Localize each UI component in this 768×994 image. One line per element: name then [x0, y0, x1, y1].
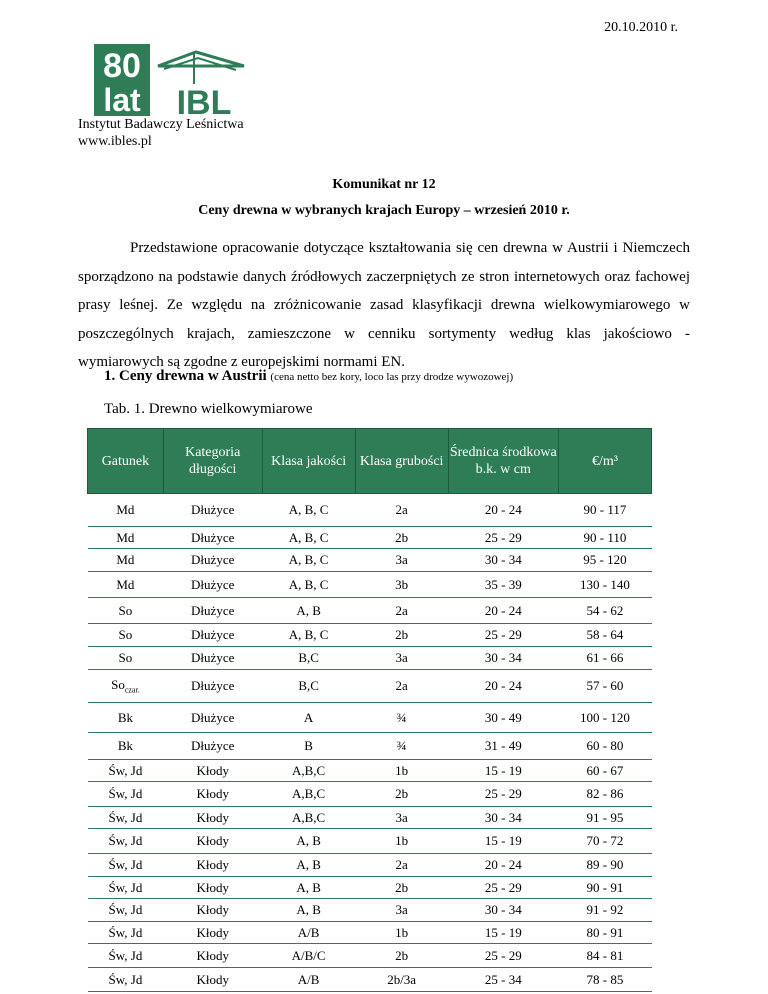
row-price-value: 61 - 66 [586, 650, 624, 665]
row-length-value: Dłużyce [191, 529, 235, 545]
institute-name: Instytut Badawczy Leśnictwa [78, 117, 244, 132]
row-length-value: Dłużyce [191, 709, 235, 725]
row-length [163, 922, 262, 944]
row-quality [262, 877, 355, 899]
row-thickness [355, 899, 448, 922]
row-quality [262, 647, 355, 670]
table-caption: Tab. 1. Drewno wielkowymiarowe [104, 401, 313, 417]
row-species-value: Św, Jd [108, 809, 143, 825]
row-diameter [448, 494, 558, 527]
row-species [88, 549, 164, 572]
row-species [88, 922, 164, 944]
row-length-value: Dłużyce [191, 502, 235, 517]
row-length [163, 944, 262, 968]
row-price-value: 100 - 120 [580, 709, 630, 725]
row-species-value: Św, Jd [108, 833, 143, 848]
section-title: 1. Ceny drewna w Austrii [104, 368, 267, 384]
table-row [88, 782, 652, 807]
row-diameter [448, 572, 558, 598]
row-length-value: Dłużyce [191, 650, 235, 665]
row-price-value: 70 - 72 [586, 833, 624, 848]
row-price [558, 854, 651, 877]
row-diameter [448, 944, 558, 968]
row-length [163, 549, 262, 572]
row-species [88, 670, 164, 703]
row-species-value: Św, Jd [108, 879, 143, 895]
row-price [558, 670, 651, 703]
table-row [88, 944, 652, 968]
table-row [88, 922, 652, 944]
row-thickness [355, 877, 448, 899]
row-price [558, 624, 651, 647]
row-diameter [448, 670, 558, 703]
table-row [88, 598, 652, 624]
row-price-value: 90 - 117 [583, 502, 627, 517]
institute-block [78, 116, 244, 150]
institute-website: www.ibles.pl [78, 134, 152, 149]
row-species-value: Św, Jd [108, 762, 143, 778]
row-length [163, 703, 262, 733]
row-quality [262, 760, 355, 782]
row-quality-value: A,B,C [291, 786, 326, 801]
row-diameter [448, 647, 558, 670]
row-price [558, 922, 651, 944]
header-quality: Klasa jakości [262, 429, 355, 494]
table-header-row [88, 429, 652, 494]
row-thickness-value: 2b [395, 879, 409, 895]
row-diameter-value: 31 - 49 [484, 738, 522, 753]
row-thickness [355, 782, 448, 807]
table-row [88, 549, 652, 572]
row-thickness-value: ¾ [396, 709, 407, 725]
row-thickness-value: 3a [395, 650, 408, 665]
row-length [163, 760, 262, 782]
table-row [88, 899, 652, 922]
communique-number: Komunikat nr 12 [332, 177, 436, 192]
row-thickness-value: 1b [395, 762, 409, 778]
row-quality [262, 782, 355, 807]
row-quality-value: A, B [296, 857, 321, 872]
row-quality-value: A/B [297, 924, 320, 940]
row-length [163, 527, 262, 549]
row-species [88, 703, 164, 733]
row-species-value: So [111, 677, 125, 693]
row-species [88, 782, 164, 807]
section-note: (cena netto bez kory, loco las przy drodze wywozowej) [270, 371, 514, 383]
row-quality-value: A, B, C [288, 552, 329, 567]
logo-word: lat [103, 82, 141, 116]
row-length-value: Kłody [196, 786, 229, 801]
row-species-value: Św, Jd [108, 971, 143, 987]
row-quality-value: A, B [296, 602, 321, 618]
row-quality [262, 598, 355, 624]
row-quality [262, 624, 355, 647]
row-price [558, 829, 651, 854]
row-quality-value: B [304, 738, 313, 753]
row-thickness-value: 3a [395, 902, 408, 917]
section-heading [104, 368, 513, 385]
row-thickness [355, 624, 448, 647]
row-price [558, 703, 651, 733]
row-length-value: Kłody [196, 947, 229, 963]
row-diameter-value: 20 - 24 [484, 857, 522, 872]
row-quality-value: A, B [296, 879, 321, 895]
row-diameter-value: 25 - 29 [484, 627, 522, 642]
row-length-value: Kłody [196, 857, 229, 872]
row-thickness [355, 733, 448, 760]
row-length-value: Dłużyce [191, 627, 235, 642]
row-price-value: 84 - 81 [586, 947, 624, 963]
table-row [88, 877, 652, 899]
row-species [88, 854, 164, 877]
row-price-value: 130 - 140 [580, 576, 630, 592]
row-diameter [448, 922, 558, 944]
table-row [88, 572, 652, 598]
row-price-value: 90 - 110 [583, 529, 627, 545]
row-quality-value: A [303, 709, 314, 725]
row-thickness [355, 527, 448, 549]
row-length [163, 829, 262, 854]
row-thickness-value: 2b [395, 947, 409, 963]
row-thickness [355, 549, 448, 572]
row-diameter-value: 25 - 29 [484, 879, 522, 895]
row-quality [262, 829, 355, 854]
row-thickness [355, 829, 448, 854]
row-length-value: Kłody [196, 809, 229, 825]
row-length [163, 647, 262, 670]
row-species-value: Bk [117, 709, 133, 725]
row-species-value: So [118, 602, 133, 618]
row-species [88, 572, 164, 598]
row-diameter [448, 549, 558, 572]
row-diameter [448, 760, 558, 782]
row-diameter [448, 782, 558, 807]
row-diameter [448, 899, 558, 922]
row-price-value: 60 - 80 [586, 738, 624, 753]
row-price-value: 57 - 60 [586, 678, 624, 693]
row-species-value: Św, Jd [108, 947, 143, 963]
row-quality [262, 854, 355, 877]
row-length-value: Kłody [196, 971, 229, 987]
row-species [88, 624, 164, 647]
row-diameter-value: 20 - 24 [484, 602, 522, 618]
row-length-value: Kłody [196, 762, 229, 778]
logo-number: 80 [103, 47, 141, 85]
row-thickness [355, 598, 448, 624]
row-price-value: 91 - 92 [586, 902, 624, 917]
table-row [88, 968, 652, 992]
row-length-value: Kłody [196, 833, 229, 848]
row-quality [262, 922, 355, 944]
row-species-value: Md [116, 502, 135, 517]
row-length-value: Kłody [196, 879, 229, 895]
table-row [88, 829, 652, 854]
table-row [88, 647, 652, 670]
row-diameter-value: 20 - 24 [484, 678, 522, 693]
row-price [558, 647, 651, 670]
row-species [88, 899, 164, 922]
row-diameter-value: 30 - 34 [484, 809, 522, 825]
row-diameter-value: 25 - 29 [484, 529, 522, 545]
row-price-value: 89 - 90 [586, 857, 624, 872]
row-quality [262, 944, 355, 968]
row-diameter [448, 877, 558, 899]
row-species [88, 733, 164, 760]
row-quality-value: A,B,C [291, 809, 326, 825]
row-quality-value: A,B,C [291, 762, 326, 778]
row-thickness-value: 2b [395, 529, 409, 545]
row-thickness-value: 2a [395, 857, 408, 872]
row-length-value: Dłużyce [191, 602, 235, 618]
row-species-value: Md [116, 529, 135, 545]
row-length [163, 782, 262, 807]
table-row [88, 624, 652, 647]
row-thickness [355, 647, 448, 670]
row-diameter [448, 624, 558, 647]
table-row [88, 807, 652, 829]
row-quality [262, 572, 355, 598]
row-quality [262, 527, 355, 549]
row-price-value: 80 - 91 [586, 924, 624, 940]
row-quality [262, 807, 355, 829]
row-species-value: Św, Jd [108, 902, 143, 917]
row-thickness [355, 572, 448, 598]
row-price-value: 91 - 95 [586, 809, 624, 825]
row-thickness [355, 494, 448, 527]
row-diameter-value: 25 - 29 [484, 947, 522, 963]
row-price [558, 549, 651, 572]
row-price [558, 807, 651, 829]
row-quality [262, 549, 355, 572]
row-species [88, 527, 164, 549]
row-quality [262, 733, 355, 760]
table-row [88, 760, 652, 782]
row-species-value: Św, Jd [108, 786, 143, 801]
row-diameter-value: 15 - 19 [484, 924, 522, 940]
row-quality-value: B,C [298, 650, 319, 665]
row-length [163, 572, 262, 598]
row-diameter-value: 25 - 34 [484, 971, 522, 987]
row-diameter-value: 30 - 34 [484, 552, 522, 567]
row-price [558, 527, 651, 549]
row-length [163, 624, 262, 647]
row-quality-value: A, B, C [288, 502, 329, 517]
table-row [88, 494, 652, 527]
header-thickness: Klasa grubości [355, 429, 448, 494]
row-length [163, 598, 262, 624]
row-thickness-value: 1b [395, 924, 409, 940]
row-species-value: Św, Jd [108, 857, 143, 872]
row-diameter [448, 968, 558, 992]
row-length [163, 968, 262, 992]
row-diameter [448, 807, 558, 829]
row-species [88, 944, 164, 968]
row-quality [262, 899, 355, 922]
row-diameter-value: 30 - 34 [484, 902, 522, 917]
row-species [88, 598, 164, 624]
row-diameter-value: 15 - 19 [484, 762, 522, 778]
row-species [88, 877, 164, 899]
species-subscript: czar. [124, 685, 140, 695]
row-length [163, 877, 262, 899]
row-price [558, 782, 651, 807]
table-row [88, 527, 652, 549]
header-diameter: Średnica środkowa b.k. w cm [448, 429, 558, 494]
row-thickness-value: 2b [395, 627, 409, 642]
row-length-value: Kłody [196, 924, 229, 940]
row-species-value: Bk [117, 738, 133, 753]
row-price [558, 760, 651, 782]
row-quality [262, 494, 355, 527]
row-thickness-value: 3b [395, 576, 409, 592]
row-diameter [448, 703, 558, 733]
row-quality [262, 968, 355, 992]
row-price [558, 899, 651, 922]
row-length [163, 733, 262, 760]
row-price-value: 60 - 67 [586, 762, 624, 778]
table-row [88, 733, 652, 760]
row-thickness [355, 922, 448, 944]
row-price [558, 598, 651, 624]
row-quality-value: A, B, C [288, 627, 329, 642]
row-species [88, 760, 164, 782]
row-thickness [355, 807, 448, 829]
row-thickness [355, 760, 448, 782]
row-species [88, 494, 164, 527]
row-diameter-value: 35 - 39 [484, 576, 522, 592]
row-species-value: Md [116, 576, 135, 592]
row-price-value: 54 - 62 [586, 602, 624, 618]
row-price-value: 82 - 86 [586, 786, 624, 801]
intro-paragraph: Przedstawione opracowanie dotyczące kształtowania się cen drewna w Austrii i Niemczech sporządzono na podstawie danych źródłowych zaczerpniętych ze stron internetowych oraz fachowej prasy leśnej. Ze względu na zróżnicowanie zasad klasyfikacji drewna wielkowymiarowego w poszczególnych krajach, zamieszczone w cenniku sortymenty według klas jakościowo - wymiarowych są zgodne z europejskimi normami EN. [78, 240, 690, 371]
row-quality-value: A, B [296, 833, 321, 848]
row-length-value: Dłużyce [191, 678, 235, 693]
row-thickness [355, 670, 448, 703]
row-price [558, 733, 651, 760]
row-quality [262, 703, 355, 733]
logo-brand: IBL [176, 84, 232, 116]
row-diameter-value: 25 - 29 [484, 786, 522, 801]
row-thickness-value: 2b [395, 786, 409, 801]
row-price [558, 877, 651, 899]
row-quality-value: B,C [298, 678, 319, 693]
communique-subtitle: Ceny drewna w wybranych krajach Europy – wrzesień 2010 r. [198, 203, 570, 218]
row-species [88, 829, 164, 854]
row-species [88, 807, 164, 829]
row-quality [262, 670, 355, 703]
row-price [558, 494, 651, 527]
price-table [87, 428, 652, 992]
row-price-value: 90 - 91 [586, 879, 624, 895]
row-diameter [448, 854, 558, 877]
row-thickness-value: 1b [395, 833, 409, 848]
row-thickness [355, 968, 448, 992]
row-species-value: Md [116, 552, 135, 567]
row-price [558, 944, 651, 968]
row-length [163, 899, 262, 922]
row-diameter-value: 20 - 24 [484, 502, 522, 517]
row-price-value: 78 - 85 [586, 971, 624, 987]
row-quality-value: A/B/C [291, 947, 326, 963]
row-species-value: So [118, 650, 133, 665]
header-price: €/m³ [558, 429, 651, 494]
row-length-value: Dłużyce [191, 576, 235, 592]
row-thickness-value: 3a [395, 809, 408, 825]
row-thickness [355, 944, 448, 968]
row-diameter-value: 30 - 34 [484, 650, 522, 665]
row-length [163, 494, 262, 527]
header-species: Gatunek [88, 429, 164, 494]
row-thickness [355, 854, 448, 877]
row-length-value: Kłody [196, 902, 229, 917]
row-price [558, 968, 651, 992]
row-species [88, 968, 164, 992]
row-length-value: Dłużyce [191, 738, 235, 753]
table-row [88, 703, 652, 733]
row-quality-value: A, B, C [288, 529, 329, 545]
row-thickness-value: 2a [395, 678, 408, 693]
row-diameter-value: 30 - 49 [484, 709, 522, 725]
row-price-value: 95 - 120 [583, 552, 627, 567]
row-species-value: So [118, 627, 133, 642]
row-thickness-value: 2a [395, 502, 408, 517]
table-row [88, 854, 652, 877]
row-diameter [448, 733, 558, 760]
ibl-80-years-logo [94, 44, 254, 116]
row-length [163, 854, 262, 877]
row-diameter [448, 527, 558, 549]
row-thickness-value: 2a [395, 602, 408, 618]
row-diameter [448, 598, 558, 624]
row-thickness [355, 703, 448, 733]
header-length: Kategoria długości [163, 429, 262, 494]
row-thickness-value: 3a [395, 552, 408, 567]
row-quality-value: A/B [297, 971, 320, 987]
row-length [163, 807, 262, 829]
row-species [88, 647, 164, 670]
document-date: 20.10.2010 r. [604, 20, 678, 35]
row-price-value: 58 - 64 [586, 627, 624, 642]
row-thickness-value: 2b/3a [387, 971, 417, 987]
row-length [163, 670, 262, 703]
row-diameter [448, 829, 558, 854]
table-row [88, 670, 652, 703]
row-diameter-value: 15 - 19 [484, 833, 522, 848]
row-quality-value: A, B, C [288, 576, 329, 592]
row-thickness-value: ¾ [396, 738, 407, 753]
row-price [558, 572, 651, 598]
row-species-value: Św, Jd [108, 924, 143, 940]
row-quality-value: A, B [296, 902, 321, 917]
row-length-value: Dłużyce [191, 552, 235, 567]
